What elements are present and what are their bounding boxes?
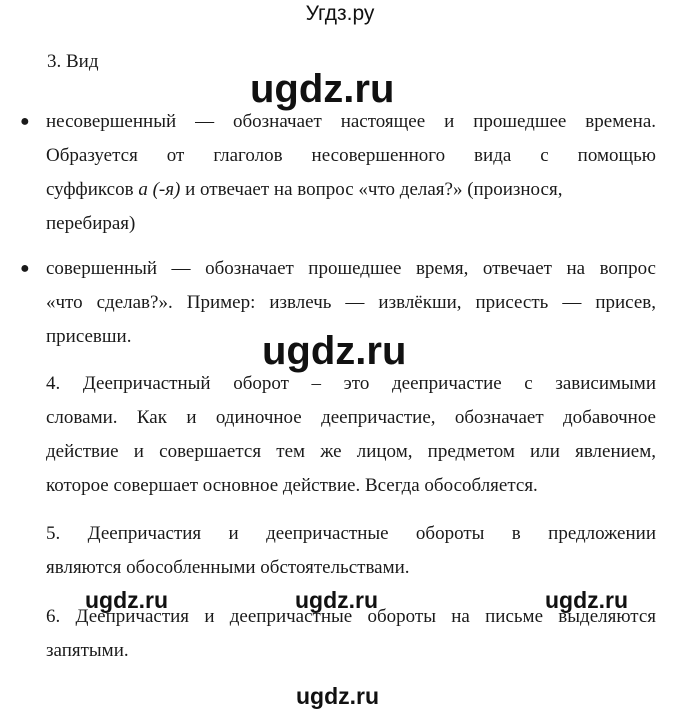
watermark: ugdz.ru: [296, 683, 380, 709]
bullet1-line1: несовершенный — обозначает настоящее и прошедшее времена.: [46, 111, 656, 132]
bullet2-line1: совершенный — обозначает прошедшее время, отвечает на вопрос: [46, 258, 656, 279]
suffix-text: а (-я): [138, 179, 181, 200]
watermark: ugdz.ru: [295, 587, 379, 613]
bullet1-line3-a: суффиксов: [46, 179, 139, 200]
bullet-dot: ●: [20, 260, 30, 277]
site-title: Угдз.ру: [305, 2, 375, 25]
item6-line1: 6. Деепричастия и деепричастные обороты на письме выделяются: [46, 606, 656, 627]
item4-line1: 4. Деепричастный оборот – это деепричастие с зависимыми: [46, 373, 656, 394]
bullet1-line2: Образуется от глаголов несовершенного вида с помощью: [46, 145, 656, 166]
item5-line1: 5. Деепричастия и деепричастные обороты в предложении: [46, 523, 656, 544]
item4-line2: словами. Как и одиночное деепричастие, обозначает добавочное: [46, 407, 656, 428]
bullet2-line2: «что сделав?». Пример: извлечь — извлёкши, присесть — присев,: [46, 292, 656, 313]
item6-line2: запятыми.: [46, 640, 129, 661]
bullet1-line4: перебирая): [46, 213, 136, 234]
item4-line4: которое совершает основное действие. Всегда обособляется.: [46, 475, 538, 496]
bullet1-line3-b: и отвечает на вопрос «что делая?» (произнося,: [180, 179, 563, 200]
bullet2-line3: присевши.: [46, 326, 132, 347]
watermark: ugdz.ru: [250, 67, 395, 111]
item5-line2: являются обособленными обстоятельствами.: [46, 557, 410, 578]
item3-heading: 3. Вид: [47, 51, 99, 72]
watermark: ugdz.ru: [85, 587, 169, 613]
item4-line3: действие и совершается тем же лицом, предметом или явлением,: [46, 441, 656, 462]
watermark: ugdz.ru: [545, 587, 629, 613]
bullet-dot: ●: [20, 113, 30, 130]
bullet1-line3: [46, 179, 562, 201]
watermark: ugdz.ru: [262, 329, 407, 373]
